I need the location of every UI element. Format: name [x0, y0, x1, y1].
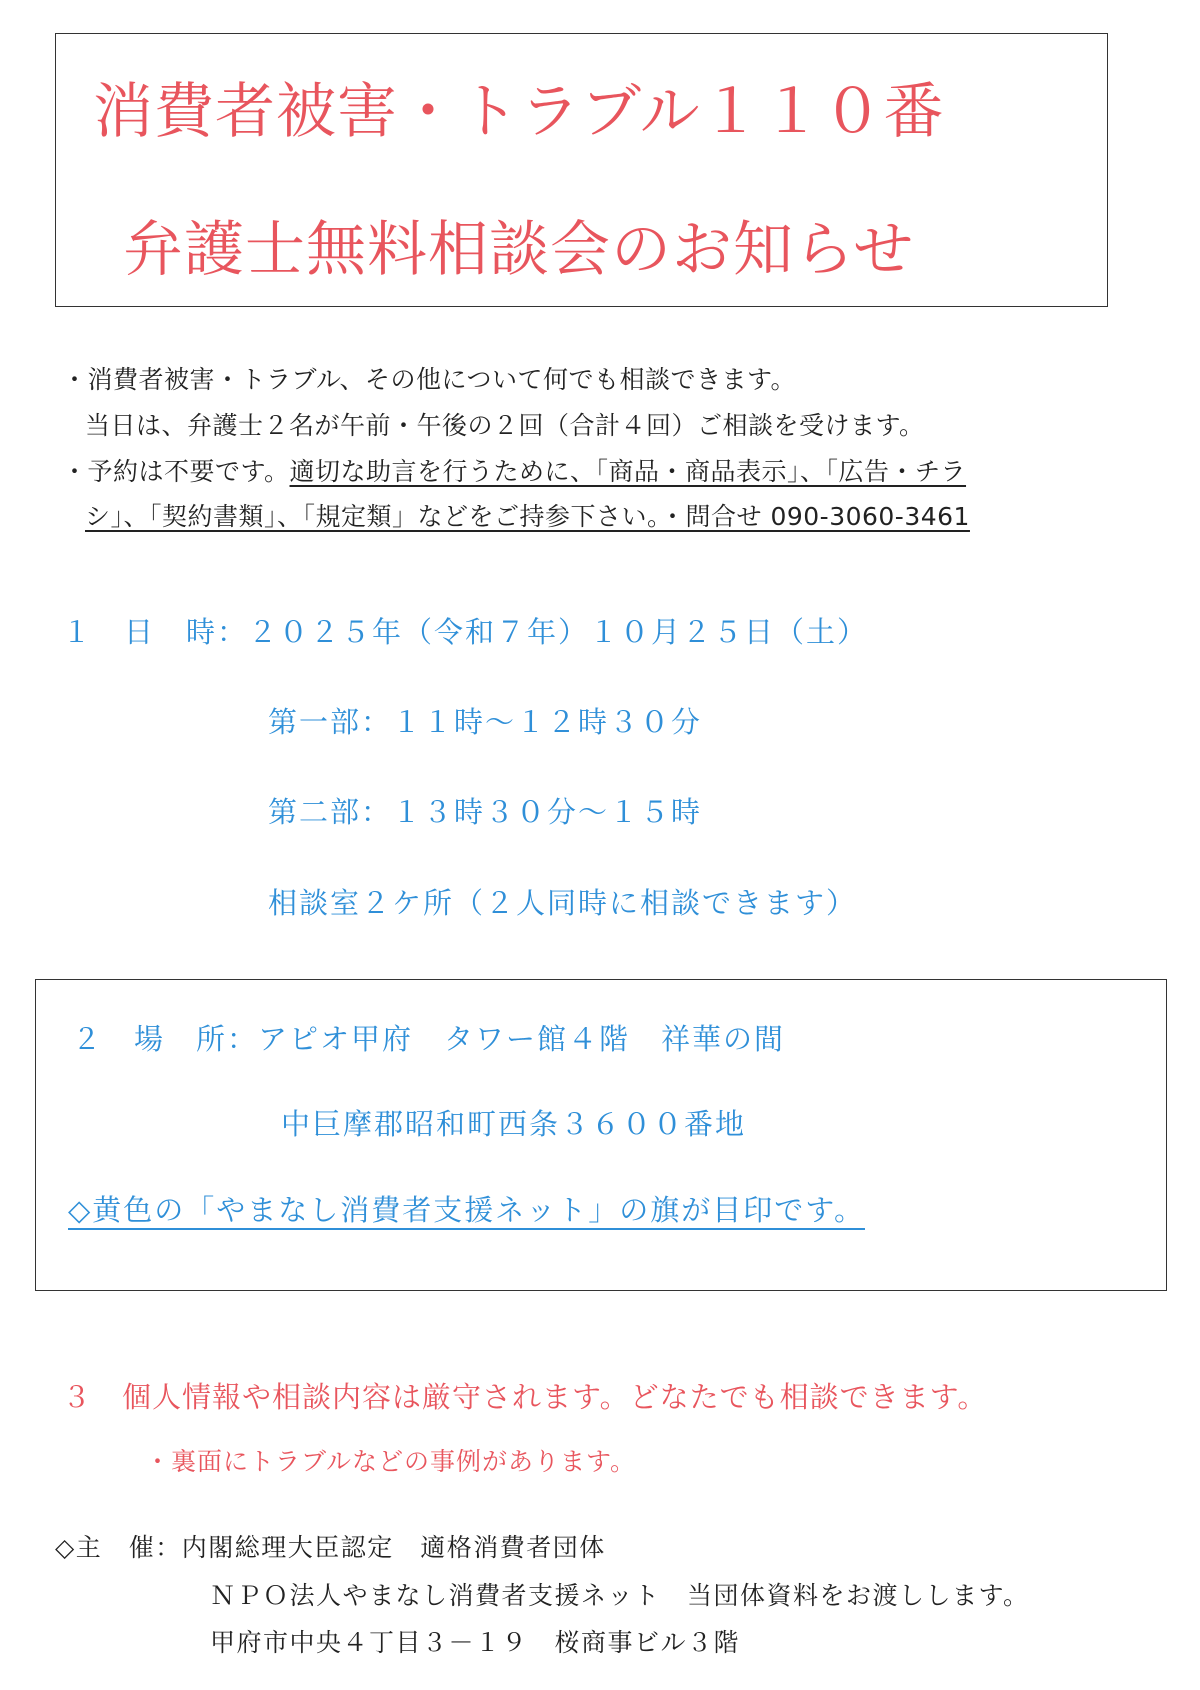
organizer-line-3: 甲府市中央４丁目３－１９ 桜商事ビル３階	[210, 1628, 741, 1657]
venue-address: 中巨摩郡昭和町西条３６００番地	[281, 1107, 747, 1141]
schedule-part-1: 第一部：１１時～１２時３０分	[268, 705, 703, 739]
schedule-rooms: 相談室２ケ所（２人同時に相談できます）	[268, 886, 858, 920]
venue-landmark: ◇黄色の「やまなし消費者支援ネット」の旗が目印です。	[68, 1193, 865, 1227]
intro-line-3-underlined: 適切な助言を行うために、「商品・商品表示」、「広告・チラ	[289, 457, 967, 486]
schedule-part-2: 第二部：１３時３０分～１５時	[268, 795, 703, 829]
intro-line-3	[62, 452, 966, 488]
intro-line-3-plain: ・予約は不要です。	[62, 457, 290, 486]
venue-heading: ２ 場 所：アピオ甲府 タワー館４階 祥華の間	[72, 1022, 786, 1056]
schedule-heading: １ 日 時：２０２５年（令和７年）１０月２５日（土）	[62, 615, 869, 649]
privacy-heading: ３ 個人情報や相談内容は厳守されます。どなたでも相談できます。	[62, 1380, 988, 1414]
intro-line-2: 当日は、弁護士２名が午前・午後の２回（合計４回）ご相談を受けます。	[85, 411, 925, 440]
intro-line-4: シ」、「契約書類」、「規定類」などをご持参下さい。・問合せ 090-3060-3461	[85, 502, 970, 531]
privacy-note: ・裏面にトラブルなどの事例があります。	[145, 1447, 637, 1476]
title-line-2: 弁護士無料相談会のお知らせ	[123, 215, 915, 285]
title-line-1: 消費者被害・トラブル１１０番	[93, 77, 945, 147]
intro-line-1: ・消費者被害・トラブル、その他について何でも相談できます。	[62, 365, 797, 394]
organizer-line-2: ＮＰＯ法人やまなし消費者支援ネット 当団体資料をお渡しします。	[210, 1581, 1030, 1610]
venue-box	[35, 979, 1167, 1291]
title-box	[55, 33, 1108, 307]
organizer-line-1: ◇主 催：内閣総理大臣認定 適格消費者団体	[55, 1533, 606, 1562]
